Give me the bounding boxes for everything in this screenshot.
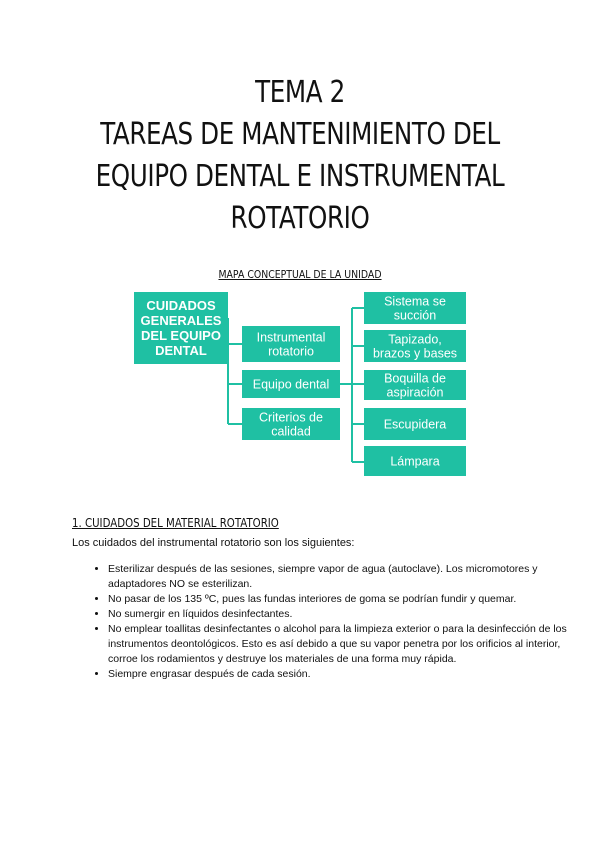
- list-item: • Esterilizar después de las sesiones, siempre vapor de agua (autoclave). Los micromotores y adaptadores NO se esterilizan.: [108, 562, 568, 592]
- right-concept-box-label: Lámpara: [390, 454, 440, 469]
- middle-concept-box: [242, 326, 340, 362]
- right-concept-box: [364, 446, 466, 476]
- concept-map-boxes: [134, 292, 466, 476]
- main-concept-box-label: DEL EQUIPO: [141, 328, 221, 344]
- list-item: • No pasar de los 135 ºC, pues las fundas interiores de goma se podrían fundir y quemar.: [108, 592, 568, 607]
- title-line-2: TAREAS DE MANTENIMIENTO DEL: [100, 117, 500, 152]
- title-line-4: ROTATORIO: [230, 201, 370, 236]
- section-1-heading: 1. CUIDADOS DEL MATERIAL ROTATORIO: [72, 516, 279, 530]
- right-concept-box-label: Boquilla de: [384, 371, 446, 386]
- middle-concept-box: [242, 370, 340, 398]
- middle-concept-box-label: Criterios de: [259, 410, 323, 425]
- middle-concept-box: [242, 408, 340, 440]
- list-item: • No sumergir en líquidos desinfectantes.: [108, 607, 568, 622]
- middle-concept-box-label: calidad: [271, 424, 311, 439]
- main-concept-box: [134, 292, 228, 364]
- middle-concept-box-label: rotatorio: [268, 344, 314, 359]
- document-title: [0, 72, 600, 240]
- right-concept-box-label: aspiración: [386, 385, 444, 400]
- concept-map-heading: MAPA CONCEPTUAL DE LA UNIDAD: [218, 268, 382, 281]
- main-concept-box-label: DENTAL: [155, 343, 207, 359]
- right-concept-box: [364, 292, 466, 324]
- right-concept-box-label: brazos y bases: [372, 346, 458, 361]
- right-concept-box-label: succión: [393, 308, 437, 323]
- right-concept-box-label: Escupidera: [383, 417, 447, 432]
- middle-concept-box-label: Instrumental: [256, 330, 326, 345]
- right-concept-box-label: Tapizado,: [388, 332, 442, 347]
- title-line-1: TEMA 2: [255, 75, 345, 110]
- section-1-bullet-list: [72, 562, 568, 682]
- main-concept-box-label: CUIDADOS: [146, 298, 216, 314]
- section-1-intro: Los cuidados del instrumental rotatorio son los siguientes:: [72, 537, 355, 549]
- right-concept-box-label: Sistema se: [384, 294, 446, 309]
- right-concept-box: [364, 408, 466, 440]
- list-item: • No emplear toallitas desinfectantes o alcohol para la limpieza exterior o para la desinfección de los instrumentos deontológicos. Esto es así debido a que su vapor penetra por los orificios al interior, corroe los rodamientos y destruye los materiales de una forma muy rápida.: [108, 622, 568, 667]
- list-item: • Siempre engrasar después de cada sesión.: [108, 667, 568, 682]
- concept-map: [0, 288, 600, 478]
- middle-concept-box-label: Equipo dental: [252, 377, 330, 392]
- right-concept-box: [364, 370, 466, 400]
- main-concept-box-label: GENERALES: [140, 313, 222, 329]
- title-line-3: EQUIPO DENTAL E INSTRUMENTAL: [95, 159, 505, 194]
- right-concept-box: [364, 330, 466, 362]
